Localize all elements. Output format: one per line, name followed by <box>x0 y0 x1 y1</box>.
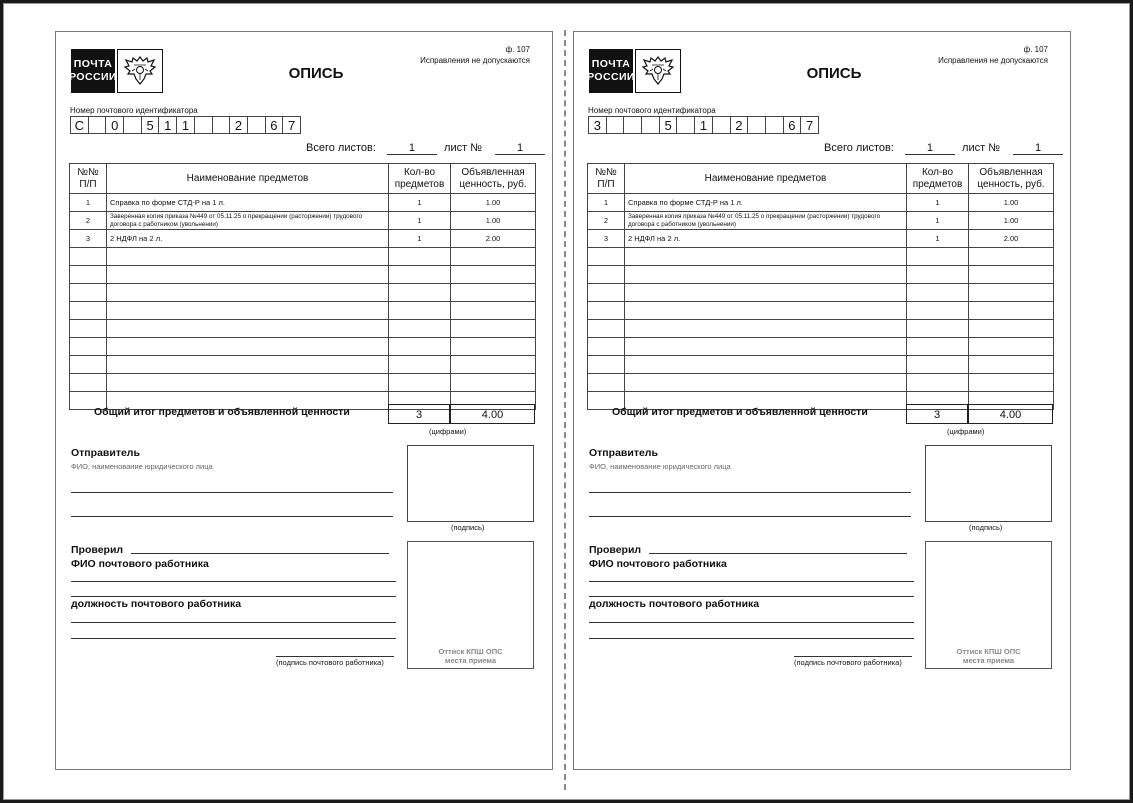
cell-name: 2 НДФЛ на 2 л. <box>107 230 389 248</box>
tracking-digit-box: 2 <box>229 116 248 134</box>
sheet-no-value: 1 <box>1013 142 1063 155</box>
sender-line-2 <box>589 516 911 517</box>
signature-caption: (подпись) <box>451 523 485 532</box>
table-row <box>70 212 536 230</box>
worker-position-label: должность почтового работника <box>71 598 242 610</box>
stamp-line-1: Оттиск КПШ ОПС <box>956 647 1021 656</box>
form-number-block <box>938 44 1048 66</box>
cell-name <box>107 284 389 302</box>
cell-name <box>625 374 907 392</box>
total-sheets-value: 1 <box>387 142 437 155</box>
sender-signature-box <box>407 445 534 522</box>
form-number: ф. 107 <box>505 45 530 54</box>
cell-n <box>70 266 107 284</box>
sheet-no-label: лист № <box>444 142 482 154</box>
tracking-number-label: Номер почтового идентификатора <box>70 106 198 115</box>
cell-name <box>107 302 389 320</box>
tracking-digit-box: 2 <box>730 116 749 134</box>
cell-value <box>451 248 536 266</box>
cell-n: 1 <box>70 194 107 212</box>
sender-line-1 <box>71 492 393 493</box>
cell-n <box>70 356 107 374</box>
tracking-number-boxes <box>70 116 300 134</box>
table-row <box>588 194 1054 212</box>
russian-post-logo <box>589 49 681 93</box>
table-row <box>588 302 1054 320</box>
cell-name <box>625 266 907 284</box>
worker-position-line-1 <box>71 622 396 623</box>
cell-n: 3 <box>70 230 107 248</box>
stamp-line-2: места приема <box>444 656 497 665</box>
form-number: ф. 107 <box>1023 45 1048 54</box>
cell-qty: 1 <box>907 194 969 212</box>
cell-n <box>588 356 625 374</box>
header-qty: Кол-во предметов <box>389 164 451 194</box>
header-name: Наименование предметов <box>107 164 389 194</box>
cell-value <box>451 320 536 338</box>
total-qty: 3 <box>906 404 968 424</box>
eagle-icon <box>117 49 163 93</box>
cell-qty <box>389 284 451 302</box>
postmark-stamp-box <box>925 541 1052 669</box>
cell-n <box>70 374 107 392</box>
cell-value: 2.00 <box>451 230 536 248</box>
signature-caption: (подпись) <box>969 523 1003 532</box>
sender-label: Отправитель <box>589 447 658 459</box>
eagle-icon <box>635 49 681 93</box>
cell-n <box>588 284 625 302</box>
tracking-digit-box: 0 <box>105 116 124 134</box>
checked-by-text: Проверил <box>71 544 124 556</box>
table-header <box>588 164 1054 194</box>
form-number-block <box>420 44 530 66</box>
cell-n <box>70 284 107 302</box>
cell-value <box>451 338 536 356</box>
cell-name: Справка по форме СТД-Р на 1 л. <box>107 194 389 212</box>
cell-name <box>625 284 907 302</box>
worker-fio-label: ФИО почтового работника <box>71 558 209 570</box>
total-sheets-label: Всего листов: <box>306 142 376 154</box>
cell-value <box>451 284 536 302</box>
cell-name <box>107 266 389 284</box>
russian-post-logo <box>71 49 163 93</box>
tracking-digit-box: 5 <box>141 116 160 134</box>
cell-n <box>70 248 107 266</box>
tracking-digit-box: 6 <box>783 116 802 134</box>
cell-qty <box>389 338 451 356</box>
cell-name: 2 НДФЛ на 2 л. <box>625 230 907 248</box>
cell-n <box>588 302 625 320</box>
logo-wordmark <box>589 49 633 93</box>
tracking-digit-box: С <box>70 116 89 134</box>
cell-name <box>625 302 907 320</box>
sheet-no-label: лист № <box>962 142 1000 154</box>
cell-n: 3 <box>588 230 625 248</box>
cell-qty <box>907 248 969 266</box>
worker-position-label: должность почтового работника <box>589 598 760 610</box>
tracking-digit-box <box>212 116 231 134</box>
cell-name: Справка по форме СТД-Р на 1 л. <box>625 194 907 212</box>
cell-n <box>588 338 625 356</box>
worker-signature-caption: (подпись почтового работника) <box>794 658 902 667</box>
logo-line-2: РОССИИ <box>587 71 635 83</box>
cell-name <box>625 338 907 356</box>
cell-name <box>107 356 389 374</box>
sender-line-2 <box>71 516 393 517</box>
table-row <box>588 284 1054 302</box>
checked-by-label <box>71 544 123 556</box>
cut-line <box>564 30 566 790</box>
header-name: Наименование предметов <box>625 164 907 194</box>
cell-value: 1.00 <box>451 194 536 212</box>
cell-value <box>969 302 1054 320</box>
cell-name: Заверенная копия приказа №449 от 05.11.25 о прекращении (расторжении) трудового договора с работником (увольнении) <box>625 212 907 230</box>
tracking-digit-box <box>623 116 642 134</box>
worker-fio-label: ФИО почтового работника <box>589 558 727 570</box>
cell-value <box>451 356 536 374</box>
cell-qty: 1 <box>389 230 451 248</box>
stamp-line-2: места приема <box>962 656 1015 665</box>
cell-n <box>588 266 625 284</box>
items-table <box>69 163 536 410</box>
header-number: №№ П/П <box>588 164 625 194</box>
sender-line-1 <box>589 492 911 493</box>
tracking-digit-box <box>676 116 695 134</box>
cell-name <box>625 320 907 338</box>
tracking-digit-box: 7 <box>282 116 301 134</box>
cell-name <box>107 248 389 266</box>
cell-name: Заверенная копия приказа №449 от 05.11.25 о прекращении (расторжении) трудового договора с работником (увольнении) <box>107 212 389 230</box>
cell-qty <box>389 374 451 392</box>
items-table <box>587 163 1054 410</box>
cell-value: 1.00 <box>969 194 1054 212</box>
tracking-digit-box: 6 <box>265 116 284 134</box>
cell-value: 1.00 <box>969 212 1054 230</box>
cell-n <box>70 302 107 320</box>
table-row <box>70 320 536 338</box>
table-row <box>588 320 1054 338</box>
cell-n: 2 <box>588 212 625 230</box>
cell-qty: 1 <box>389 194 451 212</box>
tracking-digit-box <box>765 116 784 134</box>
worker-position-line-2 <box>71 638 396 639</box>
tracking-digit-box: 5 <box>659 116 678 134</box>
logo-line-1: ПОЧТА <box>73 58 113 70</box>
cell-name <box>625 248 907 266</box>
total-qty: 3 <box>388 404 450 424</box>
table-row <box>588 248 1054 266</box>
tracking-digit-box: 3 <box>588 116 607 134</box>
cell-name <box>625 356 907 374</box>
cell-n: 2 <box>70 212 107 230</box>
digits-caption: (цифрами) <box>429 427 467 436</box>
cell-value <box>969 338 1054 356</box>
cell-value: 2.00 <box>969 230 1054 248</box>
sender-label: Отправитель <box>71 447 140 459</box>
cell-qty: 1 <box>907 230 969 248</box>
table-row <box>70 248 536 266</box>
total-value: 4.00 <box>968 404 1053 424</box>
cell-value <box>969 266 1054 284</box>
table-header <box>70 164 536 194</box>
worker-fio-line-1 <box>589 581 914 582</box>
table-row <box>70 374 536 392</box>
cell-qty <box>389 248 451 266</box>
tracking-number-label: Номер почтового идентификатора <box>588 106 716 115</box>
tracking-digit-box <box>123 116 142 134</box>
checked-by-text: Проверил <box>589 544 642 556</box>
header-value: Объявленная ценность, руб. <box>451 164 536 194</box>
table-row <box>588 266 1054 284</box>
tracking-digit-box <box>606 116 625 134</box>
digits-caption: (цифрами) <box>947 427 985 436</box>
tracking-digit-box <box>641 116 660 134</box>
cell-value <box>969 284 1054 302</box>
total-value: 4.00 <box>450 404 535 424</box>
tracking-digit-box: 1 <box>176 116 195 134</box>
tracking-digit-box: 1 <box>694 116 713 134</box>
cell-value <box>451 266 536 284</box>
sheet-count-row <box>824 142 1063 155</box>
form-title: ОПИСЬ <box>806 65 862 82</box>
tracking-digit-box: 1 <box>158 116 177 134</box>
table-row <box>70 266 536 284</box>
table-row <box>588 230 1054 248</box>
sheet-no-value: 1 <box>495 142 545 155</box>
table-row <box>70 356 536 374</box>
cell-name <box>107 338 389 356</box>
cell-qty <box>907 356 969 374</box>
form-note: Исправления не допускаются <box>938 56 1048 65</box>
total-sheets-value: 1 <box>905 142 955 155</box>
table-row <box>70 338 536 356</box>
stamp-caption <box>926 647 1051 665</box>
worker-fio-line-2 <box>71 596 396 597</box>
cell-value <box>451 302 536 320</box>
total-label: Общий итог предметов и объявленной ценности <box>94 406 350 418</box>
table-row <box>588 212 1054 230</box>
tracking-digit-box <box>88 116 107 134</box>
postmark-stamp-box <box>407 541 534 669</box>
cell-qty <box>389 320 451 338</box>
cell-n <box>588 374 625 392</box>
cell-n: 1 <box>588 194 625 212</box>
cell-value: 1.00 <box>451 212 536 230</box>
logo-line-2: РОССИИ <box>69 71 117 83</box>
tracking-digit-box <box>712 116 731 134</box>
logo-wordmark <box>71 49 115 93</box>
cell-qty <box>907 374 969 392</box>
cell-n <box>588 320 625 338</box>
cell-name <box>107 320 389 338</box>
worker-signature-line <box>794 656 912 657</box>
worker-position-line-2 <box>589 638 914 639</box>
inventory-form-left <box>55 31 553 770</box>
cell-qty <box>907 284 969 302</box>
header-number: №№ П/П <box>70 164 107 194</box>
cell-n <box>70 320 107 338</box>
cell-n <box>70 338 107 356</box>
logo-line-1: ПОЧТА <box>591 58 631 70</box>
form-note: Исправления не допускаются <box>420 56 530 65</box>
table-row <box>588 356 1054 374</box>
form-title: ОПИСЬ <box>288 65 344 82</box>
tracking-digit-box <box>194 116 213 134</box>
sender-sublabel: ФИО, наименование юридического лица <box>589 462 731 471</box>
cell-value <box>969 356 1054 374</box>
cell-value <box>969 248 1054 266</box>
stamp-line-1: Оттиск КПШ ОПС <box>438 647 503 656</box>
table-row <box>70 284 536 302</box>
sender-signature-box <box>925 445 1052 522</box>
cell-value <box>451 374 536 392</box>
table-row <box>70 302 536 320</box>
cell-n <box>588 248 625 266</box>
cell-qty <box>907 266 969 284</box>
cell-qty <box>907 320 969 338</box>
cell-qty <box>389 266 451 284</box>
table-row <box>70 230 536 248</box>
cell-name <box>107 374 389 392</box>
cell-qty: 1 <box>907 212 969 230</box>
cell-qty <box>907 302 969 320</box>
sender-sublabel: ФИО, наименование юридического лица <box>71 462 213 471</box>
checked-by-label <box>589 544 641 556</box>
cell-value <box>969 320 1054 338</box>
worker-signature-line <box>276 656 394 657</box>
table-row <box>70 194 536 212</box>
tracking-number-boxes <box>588 116 818 134</box>
stamp-caption <box>408 647 533 665</box>
total-label: Общий итог предметов и объявленной ценности <box>612 406 868 418</box>
worker-fio-line-1 <box>71 581 396 582</box>
sheet-count-row <box>306 142 545 155</box>
checked-by-line <box>131 553 389 554</box>
worker-fio-line-2 <box>589 596 914 597</box>
tracking-digit-box <box>747 116 766 134</box>
cell-qty <box>907 338 969 356</box>
tracking-digit-box: 7 <box>800 116 819 134</box>
cell-qty <box>389 302 451 320</box>
worker-signature-caption: (подпись почтового работника) <box>276 658 384 667</box>
cell-qty: 1 <box>389 212 451 230</box>
tracking-digit-box <box>247 116 266 134</box>
checked-by-line <box>649 553 907 554</box>
total-sheets-label: Всего листов: <box>824 142 894 154</box>
cell-value <box>969 374 1054 392</box>
header-value: Объявленная ценность, руб. <box>969 164 1054 194</box>
worker-position-line-1 <box>589 622 914 623</box>
table-row <box>588 374 1054 392</box>
table-row <box>588 338 1054 356</box>
inventory-form-right <box>573 31 1071 770</box>
cell-qty <box>389 356 451 374</box>
header-qty: Кол-во предметов <box>907 164 969 194</box>
